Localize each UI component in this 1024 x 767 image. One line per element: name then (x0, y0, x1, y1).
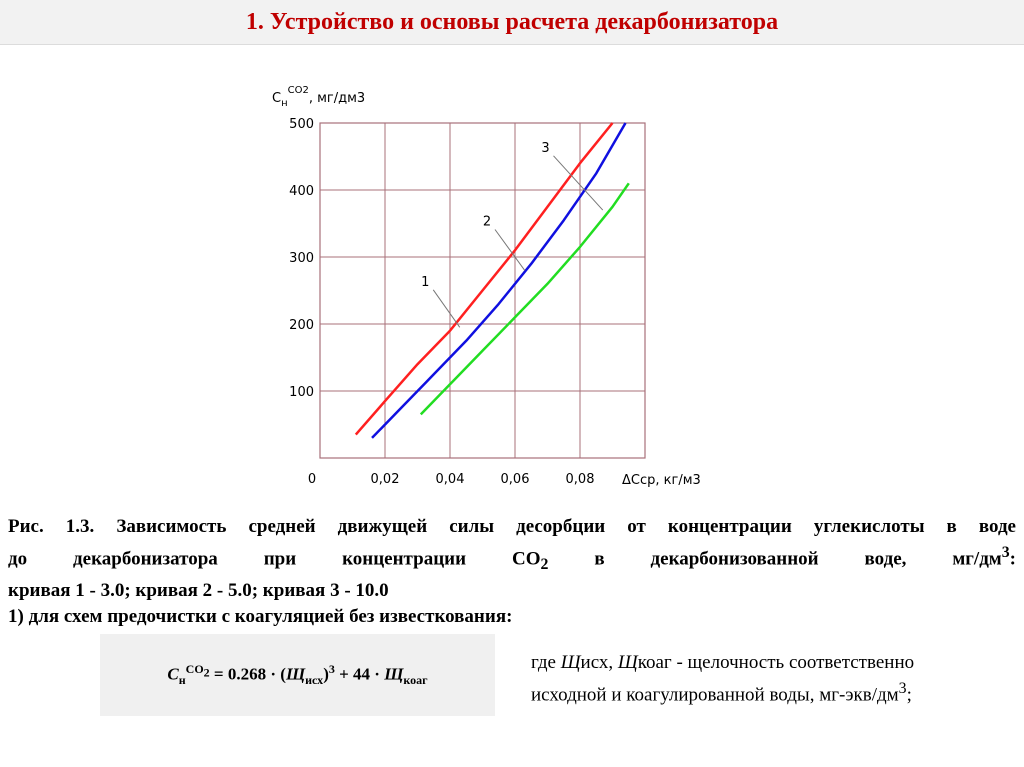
caption-line-3: кривая 1 - 3.0; кривая 2 - 5.0; кривая 3 - 10.0 (8, 580, 389, 602)
subheading: 1) для схем предочистки с коагуляцией без известкования: (8, 606, 513, 627)
y-tick-label: 400 (289, 184, 314, 199)
chart (260, 60, 730, 500)
caption-line-2: до декарбонизатора при концентрации $СО_2$ в декарбонизованной воде, $мг/дм^3$: (8, 544, 1016, 574)
y-axis-label: $С_н^{CO2}$, мг/дм3 (272, 85, 366, 109)
formula: $С_н^{CO_2} = 0.268 \cdot (Щ_{исх})^3 + 44 \cdot Щ_{коаг}$ (167, 661, 428, 688)
slide-title: 1. Устройство и основы расчета декарбонизатора (245, 8, 779, 35)
series-label: 3 (541, 140, 550, 156)
series-label-leader (433, 290, 460, 328)
x-tick-label: 0,04 (435, 472, 465, 487)
x-tick-label: 0 (307, 472, 317, 487)
x-tick-label: 0,02 (370, 472, 400, 487)
series-label: 1 (421, 274, 430, 290)
formula-box (100, 634, 495, 716)
x-tick-label: 0,08 (565, 472, 595, 487)
y-tick-label: 100 (289, 385, 314, 400)
figure-caption (8, 514, 1016, 604)
y-tick-label: 500 (289, 117, 314, 132)
slide-header (0, 0, 1024, 45)
series-label-leader (495, 230, 525, 271)
y-tick-label: 200 (289, 318, 314, 333)
formula-note: где Щисх, Щкоаг - щелочность соответственно исходной и коагулированной воды, $мг-экв/дм^3$; (531, 652, 915, 706)
series-line-1 (356, 123, 613, 435)
x-axis-label: ΔCср, кг/м3 (622, 473, 701, 488)
y-tick-label: 300 (289, 251, 314, 266)
caption-line-1: Рис. 1.3. Зависимость средней движущей силы десорбции от концентрации углекислоты в воде (8, 516, 1016, 537)
series-line-3 (421, 183, 629, 414)
series-label: 2 (482, 214, 492, 230)
x-tick-label: 0,06 (500, 472, 530, 487)
